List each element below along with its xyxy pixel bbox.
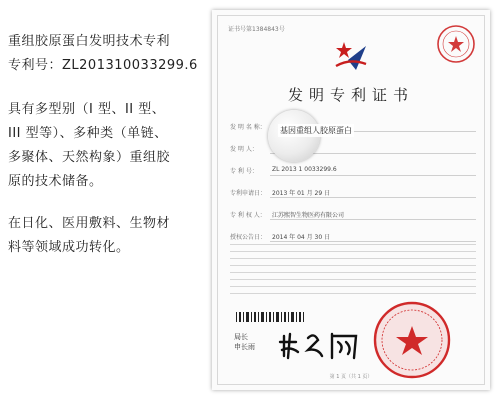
field-grant-date: 授权公告日： 2014 年 04 月 30 日	[230, 224, 476, 246]
barcode-icon	[236, 312, 306, 322]
director-label	[234, 332, 255, 352]
patent-certificate-image	[212, 10, 490, 390]
patent-office-emblem-icon	[332, 40, 370, 74]
description-line: III 型等）、多种类（单链、	[8, 126, 168, 141]
handwritten-signature-icon	[278, 328, 362, 362]
field-patentee: 专 利 权 人： 江苏熙智生物医药有限公司	[230, 202, 476, 224]
red-official-seal-icon	[372, 300, 452, 380]
field-filing-date: 专利申请日： 2013 年 01 月 29 日	[230, 180, 476, 202]
certificate-number: 证书号第1384843号	[228, 26, 285, 33]
red-stamp-icon	[436, 24, 476, 64]
magnified-invention-name: 基因重组人胶原蛋白	[280, 126, 352, 135]
certificate-page-footer: 第 1 页（共 1 页）	[329, 374, 373, 380]
director-name: 申长雨	[234, 343, 255, 351]
application-line: 料等领域成功转化。	[8, 240, 130, 255]
field-patent-number: 专 利 号： ZL 2013 1 0033299.6	[230, 158, 476, 180]
description-line: 多聚体、天然构象）重组胶	[8, 150, 171, 165]
field-invention-name: 发 明 名 称：	[230, 114, 476, 136]
certificate-title: 发明专利证书	[287, 86, 414, 104]
field-inventor: 发 明 人：	[230, 136, 476, 158]
certificate-body-text	[230, 244, 476, 300]
patent-heading: 重组胶原蛋白发明技术专利	[8, 34, 171, 49]
intro-text-block	[8, 30, 208, 260]
description-line: 原的技术储备。	[8, 174, 103, 189]
description-line: 具有多型别（I 型、II 型、	[8, 102, 166, 117]
director-title: 局长	[234, 333, 248, 341]
patent-number: 专利号：ZL201310033299.6	[8, 58, 198, 73]
application-line: 在日化、医用敷料、生物材	[8, 216, 171, 231]
